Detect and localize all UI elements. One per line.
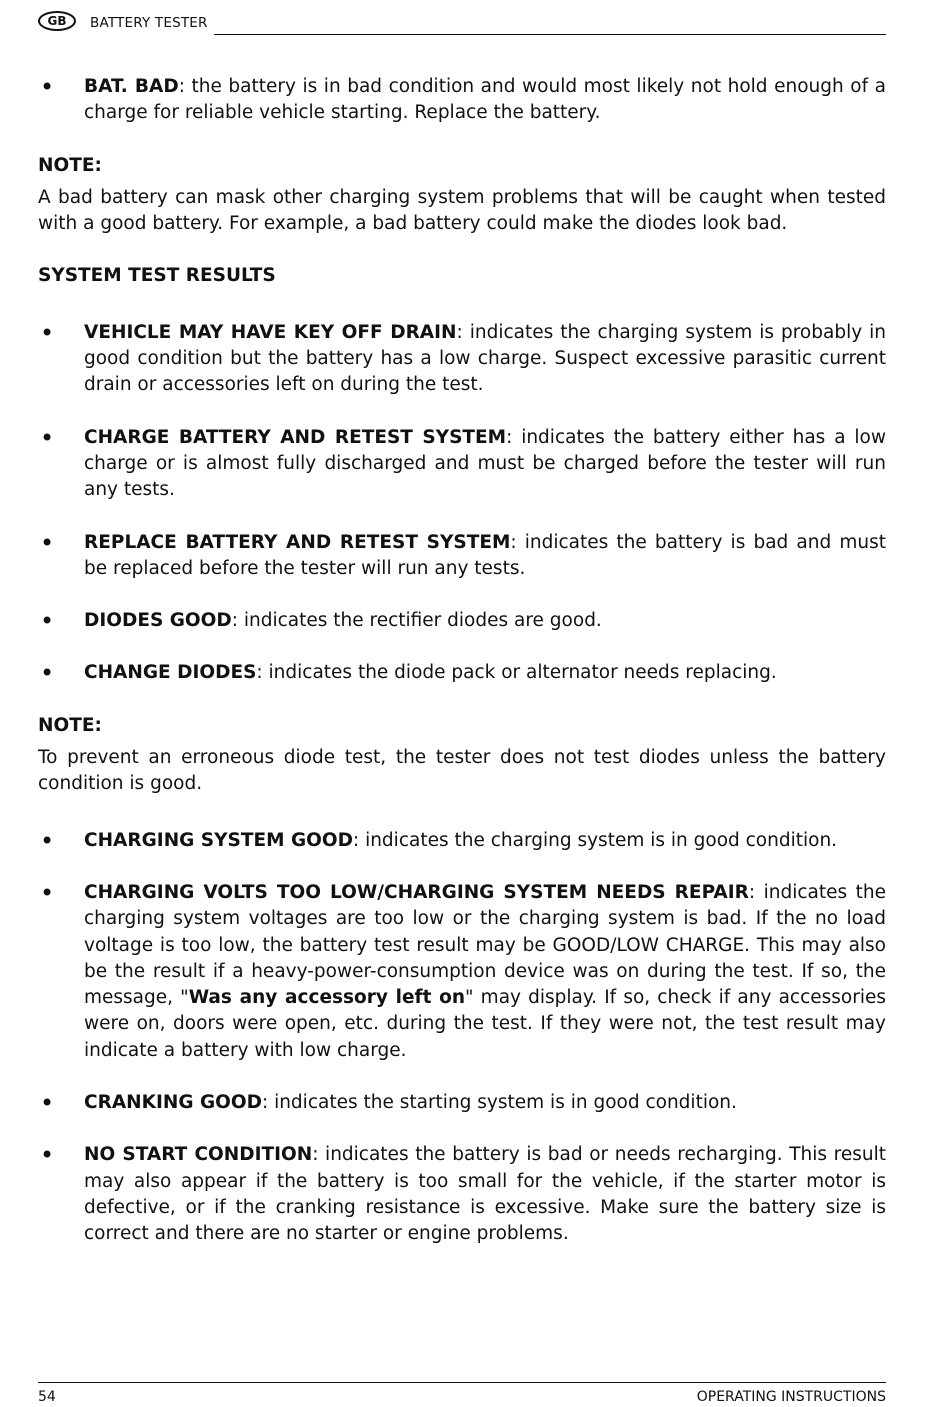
item-term: REPLACE BATTERY AND RETEST SYSTEM bbox=[84, 531, 511, 553]
item-term: CHANGE DIODES bbox=[84, 662, 257, 684]
item-term: NO START CONDITION bbox=[84, 1144, 313, 1166]
page-footer bbox=[38, 1382, 886, 1405]
bullet-icon: • bbox=[40, 528, 55, 557]
bullet-item-change-diodes bbox=[38, 660, 886, 686]
item-term: CHARGING VOLTS TOO LOW/CHARGING SYSTEM NEEDS REPAIR bbox=[84, 881, 749, 903]
item-text: " may display. If so, check if any accessories were on, doors were open, etc. during the test. If they were not, the test result may indicate a battery with low charge. bbox=[84, 987, 886, 1061]
item-text: : the battery is in bad condition and would most likely not hold enough of a charge for reliable vehicle starting. Replace the battery. bbox=[84, 76, 886, 124]
bullet-icon: • bbox=[40, 73, 55, 101]
item-term: CRANKING GOOD bbox=[84, 1092, 262, 1114]
note-text: A bad battery can mask other charging system problems that will be caught when tested with a good battery. For example, a bad battery could make the diodes look bad. bbox=[38, 186, 886, 235]
bullet-icon: • bbox=[40, 659, 55, 688]
bullet-icon: • bbox=[40, 318, 55, 347]
item-term: VEHICLE MAY HAVE KEY OFF DRAIN bbox=[84, 321, 457, 343]
item-text: : indicates the battery is bad or needs recharging. This result may also appear if the battery is too small for the vehicle, if the starter motor is defective, or if the cranking resistance is excessive. Make sure the battery size is correct and there are no starter or engine problems. bbox=[84, 1144, 886, 1245]
header-rule bbox=[214, 34, 886, 35]
item-text: : indicates the rectifier diodes are good. bbox=[231, 610, 602, 632]
bullet-item-charging-volts-too-low bbox=[38, 880, 886, 1064]
section-title: SYSTEM TEST RESULTS bbox=[38, 265, 276, 287]
header-title: BATTERY TESTER bbox=[90, 15, 208, 31]
bullet-icon: • bbox=[40, 1141, 55, 1170]
note-title: NOTE: bbox=[38, 714, 102, 736]
note-title: NOTE: bbox=[38, 154, 102, 176]
page-header bbox=[38, 9, 886, 35]
bullet-icon: • bbox=[40, 607, 55, 636]
item-text: : indicates the diode pack or alternator needs replacing. bbox=[256, 662, 777, 684]
page-content bbox=[38, 74, 886, 1248]
item-text: : indicates the starting system is in good condition. bbox=[261, 1092, 737, 1114]
bullet-item-key-off-drain bbox=[38, 320, 886, 399]
country-badge: GB bbox=[38, 11, 76, 31]
bullet-item-charging-system-good bbox=[38, 828, 886, 854]
bullet-icon: • bbox=[40, 423, 55, 452]
bullet-item-no-start-condition bbox=[38, 1142, 886, 1247]
page-number: 54 bbox=[38, 1389, 56, 1405]
item-text: : indicates the battery either has a low charge or is almost fully discharged and must be charged before the tester will run any tests. bbox=[84, 426, 886, 501]
bullet-item-diodes-good bbox=[38, 608, 886, 634]
item-term: BAT. BAD bbox=[84, 76, 179, 97]
item-term: CHARGING SYSTEM GOOD bbox=[84, 829, 353, 851]
item-text: : indicates the charging system voltages are too low or the charging system is bad. If the no load voltage is too low, the battery test result may be GOOD/LOW CHARGE. This may also be the result if a heavy-power-consumption device was on during the test. If so, the message, " bbox=[84, 881, 886, 1009]
item-term: CHARGE BATTERY AND RETEST SYSTEM bbox=[84, 426, 507, 448]
footer-title: OPERATING INSTRUCTIONS bbox=[696, 1389, 886, 1405]
bullet-item-charge-battery bbox=[38, 425, 886, 504]
bullet-item-cranking-good bbox=[38, 1090, 886, 1116]
item-text: : indicates the charging system is probably in good condition but the battery has a low charge. Suspect excessive parasitic current drain or accessories left on during the test. bbox=[84, 321, 886, 396]
note-text: To prevent an erroneous diode test, the tester does not test diodes unless the battery condition is good. bbox=[38, 747, 886, 795]
bullet-icon: • bbox=[40, 826, 55, 855]
bullet-item-replace-battery bbox=[38, 530, 886, 583]
item-emphasis: Was any accessory left on bbox=[188, 987, 466, 1009]
item-term: DIODES GOOD bbox=[84, 610, 232, 632]
item-text: : indicates the battery is bad and must be replaced before the tester will run any tests. bbox=[84, 531, 886, 579]
bullet-icon: • bbox=[40, 1089, 55, 1118]
item-text: : indicates the charging system is in good condition. bbox=[352, 829, 838, 851]
bullet-item-bat-bad bbox=[38, 74, 886, 127]
bullet-icon: • bbox=[40, 878, 55, 907]
